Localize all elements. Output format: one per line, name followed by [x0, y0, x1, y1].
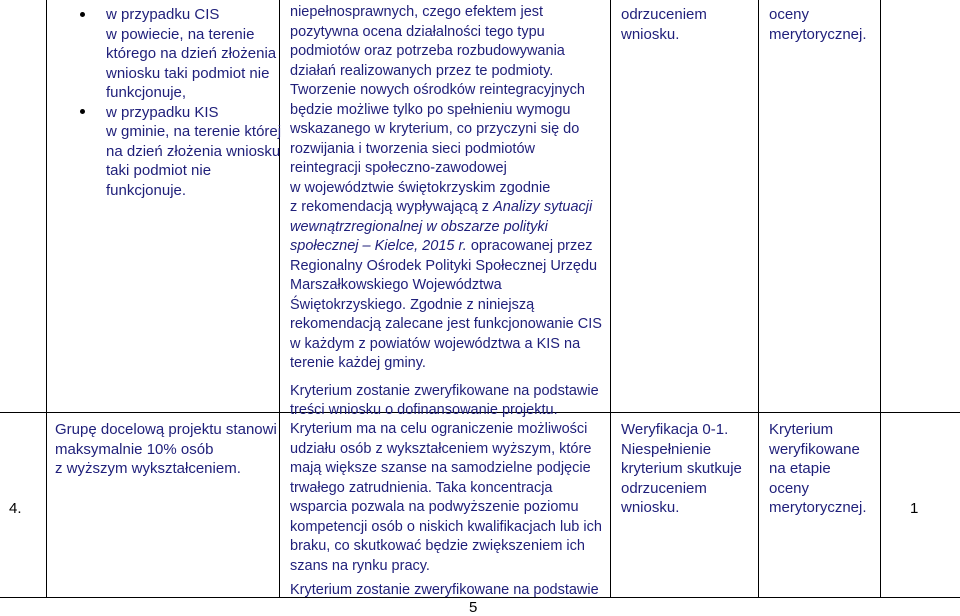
text-line: taki podmiot nie — [106, 162, 212, 179]
text-line: będzie możliwe tylko po spełnieniu wymogu — [290, 101, 571, 118]
bullet-icon — [80, 12, 85, 17]
text-line: Kryterium zostanie zweryfikowane na podstawie — [290, 582, 599, 598]
text-line: funkcjonuje. — [106, 181, 187, 199]
text-fragment: z rekomendacją wypływającą z — [290, 199, 494, 215]
text-line: w przypadku CIS — [106, 6, 220, 23]
text-line: na dzień złożenia wniosku — [106, 142, 281, 160]
text-line: w każdym z powiatów województwa a KIS na — [290, 335, 581, 352]
text-line: Kryterium ma na celu ograniczenie możliwości — [290, 421, 588, 437]
text-line: Marszałkowskiego Województwa — [290, 277, 502, 293]
publication-title-fragment: społecznej – Kielce, 2015 r. — [290, 238, 467, 254]
text-line: rozwijania i tworzenia sieci podmiotów — [290, 140, 535, 157]
text-line: oceny — [769, 479, 810, 497]
text-line: w gminie, na terenie której — [106, 123, 282, 140]
text-line: Regionalny Ośrodek Polityki Społecznej Urzędu — [290, 257, 598, 274]
text-line: mają większe szanse na samodzielne podjęcie — [290, 460, 591, 476]
text-line: wniosku taki podmiot nie — [106, 64, 270, 82]
page-number: 5 — [469, 599, 478, 616]
column-divider — [610, 0, 611, 598]
text-line: odrzuceniem — [621, 479, 707, 497]
text-line: działań realizowanych przez te podmioty. — [290, 62, 554, 79]
text-line: wsparcia pozwala na podwyższenie poziomu — [290, 499, 579, 515]
text-fragment: opracowanej przez — [466, 238, 593, 254]
text-line: Grupę docelową projektu stanowi — [55, 421, 277, 438]
text-line: z wyższym wykształceniem. — [55, 460, 241, 477]
text-line: szans na rynku pracy. — [290, 557, 430, 574]
row4-col-b-text — [55, 420, 277, 479]
text-line: braku, co skutkować będzie zwiększeniem ich — [290, 538, 585, 554]
text-line: w powiecie, na terenie — [106, 25, 255, 43]
bullet-icon — [80, 109, 85, 114]
text-line: odrzuceniem — [621, 6, 707, 23]
text-line: oceny — [769, 6, 810, 23]
column-divider — [46, 0, 47, 598]
row-number: 4. — [9, 500, 22, 517]
text-line: wniosku. — [621, 25, 680, 43]
text-line — [290, 237, 602, 257]
text-line: Kryterium — [769, 421, 834, 438]
text-line: maksymalnie 10% osób — [55, 440, 214, 458]
row4-col-e-text — [769, 420, 867, 518]
upper-col-e-text — [769, 5, 867, 44]
text-line: na etapie — [769, 460, 831, 477]
text-line: treści wniosku o dofinansowanie projektu. — [290, 402, 558, 418]
text-line: kompetencji osób o niskich kwalifikacjach lub ich — [290, 518, 602, 535]
column-divider — [758, 0, 759, 598]
text-line: Niespełnienie — [621, 440, 712, 458]
upper-col-d-text — [621, 5, 707, 44]
text-line: w województwie świętokrzyskim zgodnie — [290, 179, 551, 196]
column-divider — [880, 0, 881, 598]
text-line: udziału osób z wykształceniem wyższym, które — [290, 440, 592, 457]
text-line: merytorycznej. — [769, 25, 867, 43]
text-line: trwałego zatrudnienia. Taka koncentracja — [290, 479, 553, 496]
text-line: merytorycznej. — [769, 499, 867, 516]
text-line: funkcjonuje, — [106, 84, 187, 101]
row4-col-c-text — [290, 420, 602, 601]
text-line: którego na dzień złożenia — [106, 45, 277, 62]
text-line: kryterium skutkuje — [621, 460, 742, 477]
text-line: wniosku. — [621, 499, 680, 516]
text-line: rekomendacją zalecane jest funkcjonowanie CIS — [290, 316, 602, 332]
text-line: Kryterium zostanie zweryfikowane na podstawie — [290, 382, 599, 399]
text-line: pozytywna ocena działalności tego typu — [290, 23, 545, 40]
text-line: terenie każdej gminy. — [290, 355, 426, 371]
text-line: reintegracji społeczno-zawodowej — [290, 160, 507, 176]
upper-col-b-text — [106, 5, 281, 200]
row4-weight: 1 — [910, 500, 919, 517]
text-line: niepełnosprawnych, czego efektem jest — [290, 4, 544, 20]
publication-title-fragment: Analizy sytuacji — [493, 199, 593, 215]
text-line: podmiotów oraz potrzeba rozbudowywania — [290, 43, 565, 59]
text-line: Świętokrzyskiego. Zgodnie z niniejszą — [290, 296, 535, 313]
text-line: Tworzenie nowych ośrodków reintegracyjnych — [290, 82, 585, 98]
upper-col-c-text — [290, 3, 602, 421]
text-line: w przypadku KIS — [106, 103, 219, 121]
text-line: wskazanego w kryterium, co przyczyni się do — [290, 121, 580, 137]
text-line: Weryfikacja 0-1. — [621, 421, 729, 438]
text-line — [290, 198, 602, 218]
row4-col-d-text — [621, 420, 742, 518]
publication-title-fragment: wewnątrzregionalnej w obszarze polityki — [290, 218, 548, 235]
text-line: weryfikowane — [769, 440, 860, 458]
